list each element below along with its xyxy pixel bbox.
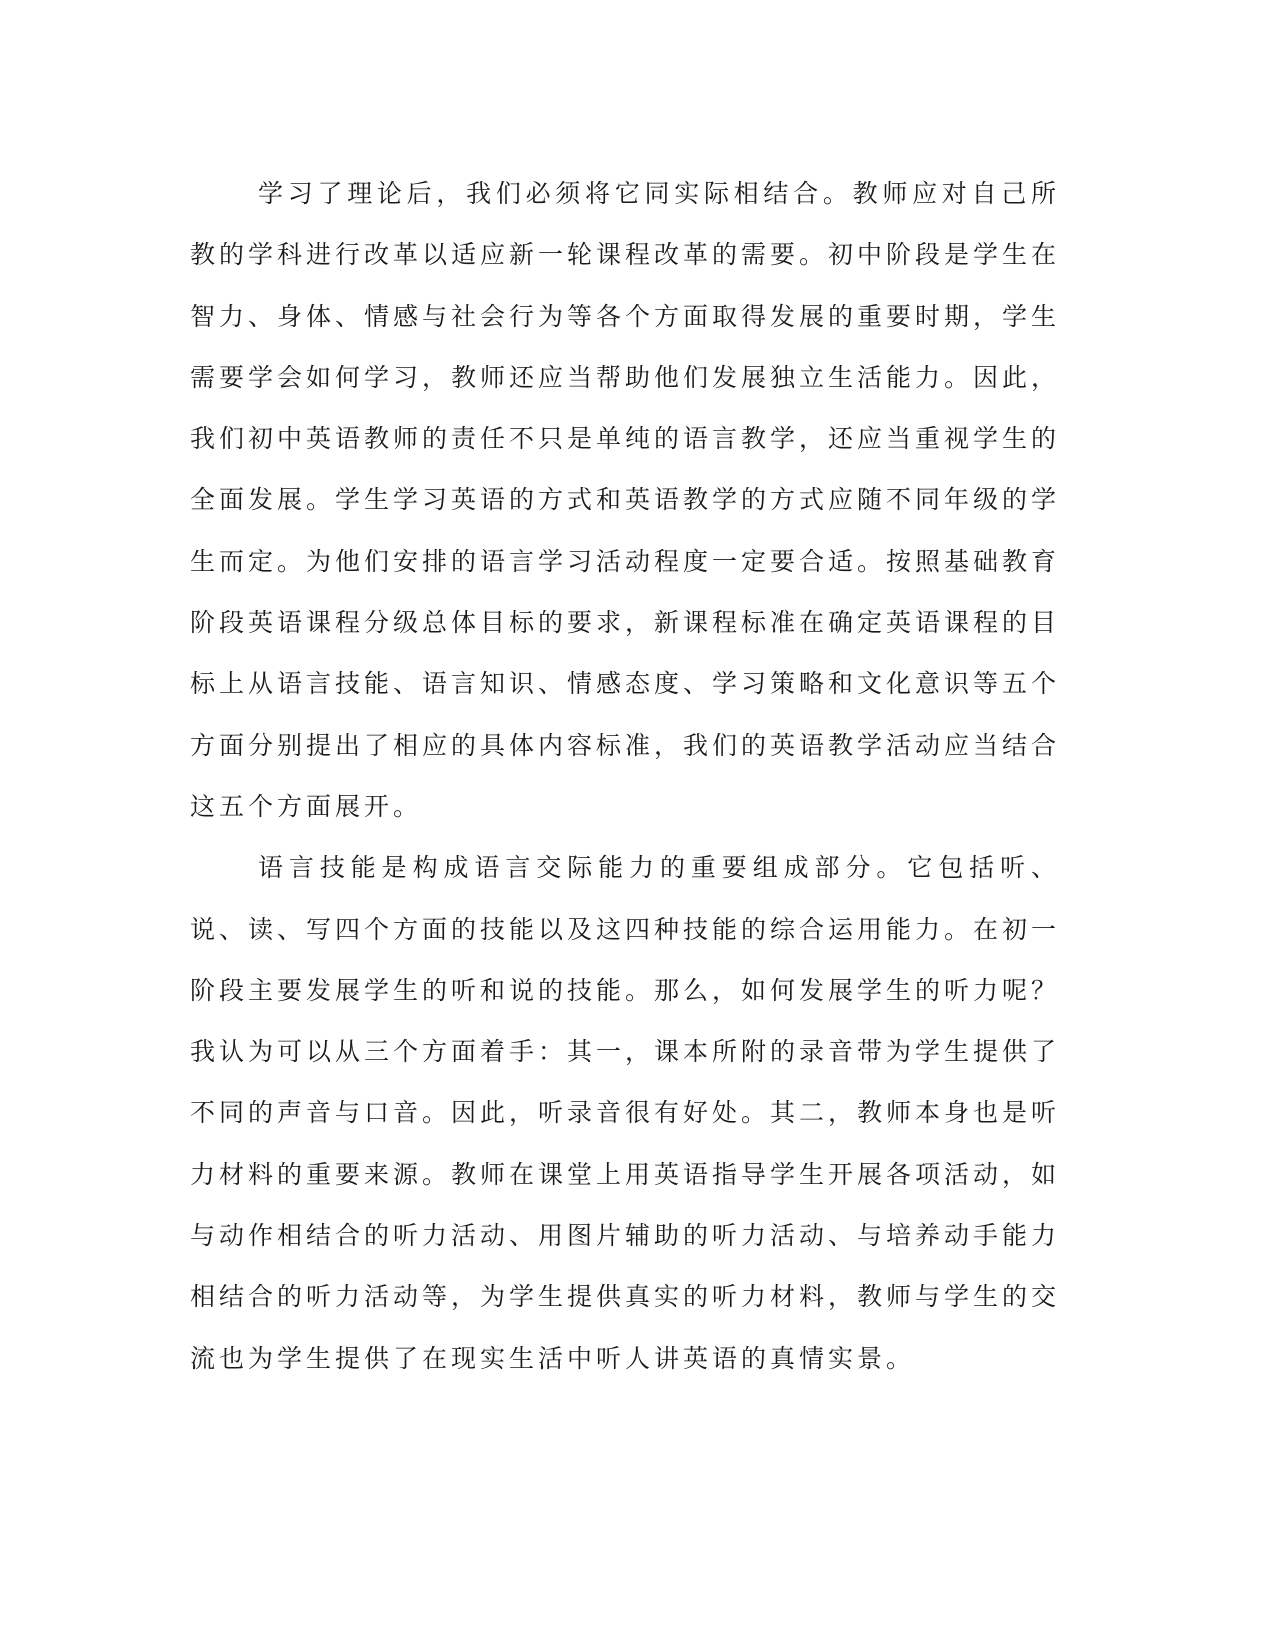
paragraph-2: 语言技能是构成语言交际能力的重要组成部分。它包括听、说、读、写四个方面的技能以及这四种技能的综合运用能力。在初一阶段主要发展学生的听和说的技能。那么，如何发展学生的听力呢？我认为可以从三个方面着手：其一，课本所附的录音带为学生提供了不同的声音与口音。因此，听录音很有好处。其二，教师本身也是听力材料的重要来源。教师在课堂上用英语指导学生开展各项活动，如与动作相结合的听力活动、用图片辅助的听力活动、与培养动手能力相结合的听力活动等，为学生提供真实的听力材料，教师与学生的交流也为学生提供了在现实生活中听人讲英语的真情实景。 <box>190 853 1061 1373</box>
document-body <box>190 163 1060 1389</box>
paragraph-1: 学习了理论后，我们必须将它同实际相结合。教师应对自己所教的学科进行改革以适应新一轮课程改革的需要。初中阶段是学生在智力、身体、情感与社会行为等各个方面取得发展的重要时期，学生需要学会如何学习，教师还应当帮助他们发展独立生活能力。因此，我们初中英语教师的责任不只是单纯的语言教学，还应当重视学生的全面发展。学生学习英语的方式和英语教学的方式应随不同年级的学生而定。为他们安排的语言学习活动程度一定要合适。按照基础教育阶段英语课程分级总体目标的要求，新课程标准在确定英语课程的目标上从语言技能、语言知识、情感态度、学习策略和文化意识等五个方面分别提出了相应的具体内容标准，我们的英语教学活动应当结合这五个方面展开。 <box>190 179 1061 821</box>
